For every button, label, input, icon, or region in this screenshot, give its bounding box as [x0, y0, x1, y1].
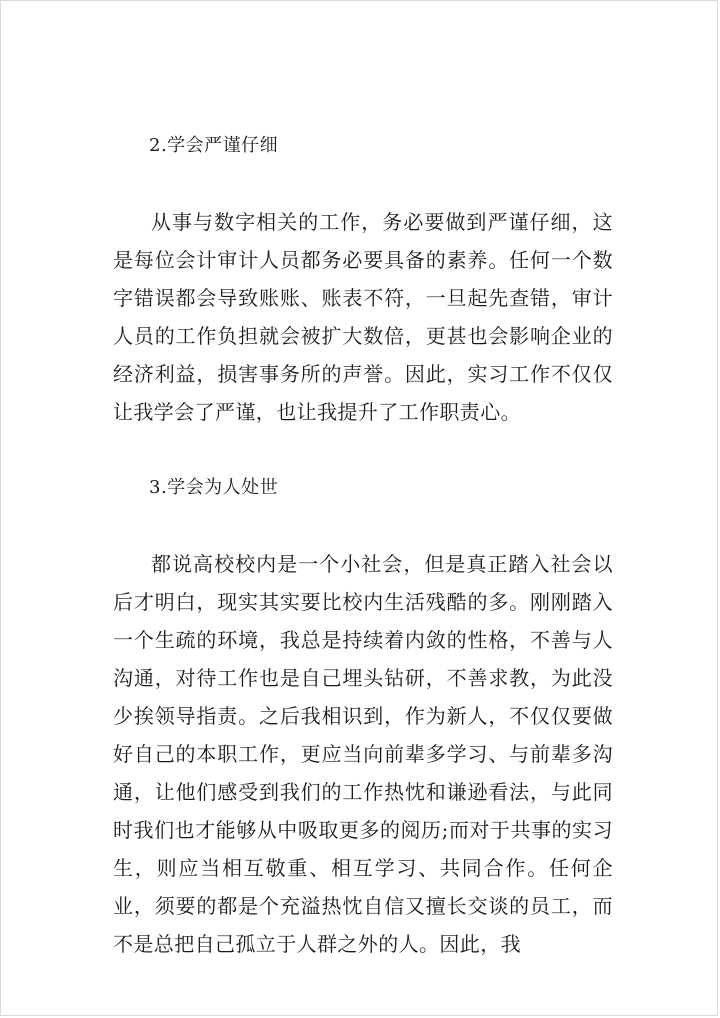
section-paragraph-social: 都说高校校内是一个小社会，但是真正踏入社会以后才明白，现实其实要比校内生活残酷的多。刚刚踏入一个生疏的环境，我总是持续着内敛的性格，不善与人沟通，对待工作也是自己埋头钻研，不善求教，为此没少挨领导指责。之后我相识到，作为新人，不仅仅要做好自己的本职工作，更应当向前辈多学习、与前辈多沟通，让他们感受到我们的工作热忱和谦逊看法，与此同时我们也才能够从中吸取更多的阅历;而对于共事的实习生，则应当相互敬重、相互学习、共同合作。任何企业，须要的都是个充溢热忱自信又擅长交谈的员工，而不是总把自己孤立于人群之外的人。因此，我 — [113, 552, 613, 956]
document-body — [113, 127, 613, 963]
spacer — [113, 507, 613, 545]
spacer — [113, 431, 613, 469]
spacer — [113, 165, 613, 203]
section-heading-rigor: 2.学会严谨仔细 — [149, 135, 279, 156]
section-heading-social: 3.学会为人处世 — [149, 477, 279, 498]
section-paragraph-rigor: 从事与数字相关的工作，务必要做到严谨仔细，这是每位会计审计人员都务必要具备的素养。任何一个数字错误都会导致账账、账表不符，一旦起先查错，审计人员的工作负担就会被扩大数倍，更甚也会影响企业的经济利益，损害事务所的声誉。因此，实习工作不仅仅让我学会了严谨，也让我提升了工作职责心。 — [113, 210, 613, 424]
